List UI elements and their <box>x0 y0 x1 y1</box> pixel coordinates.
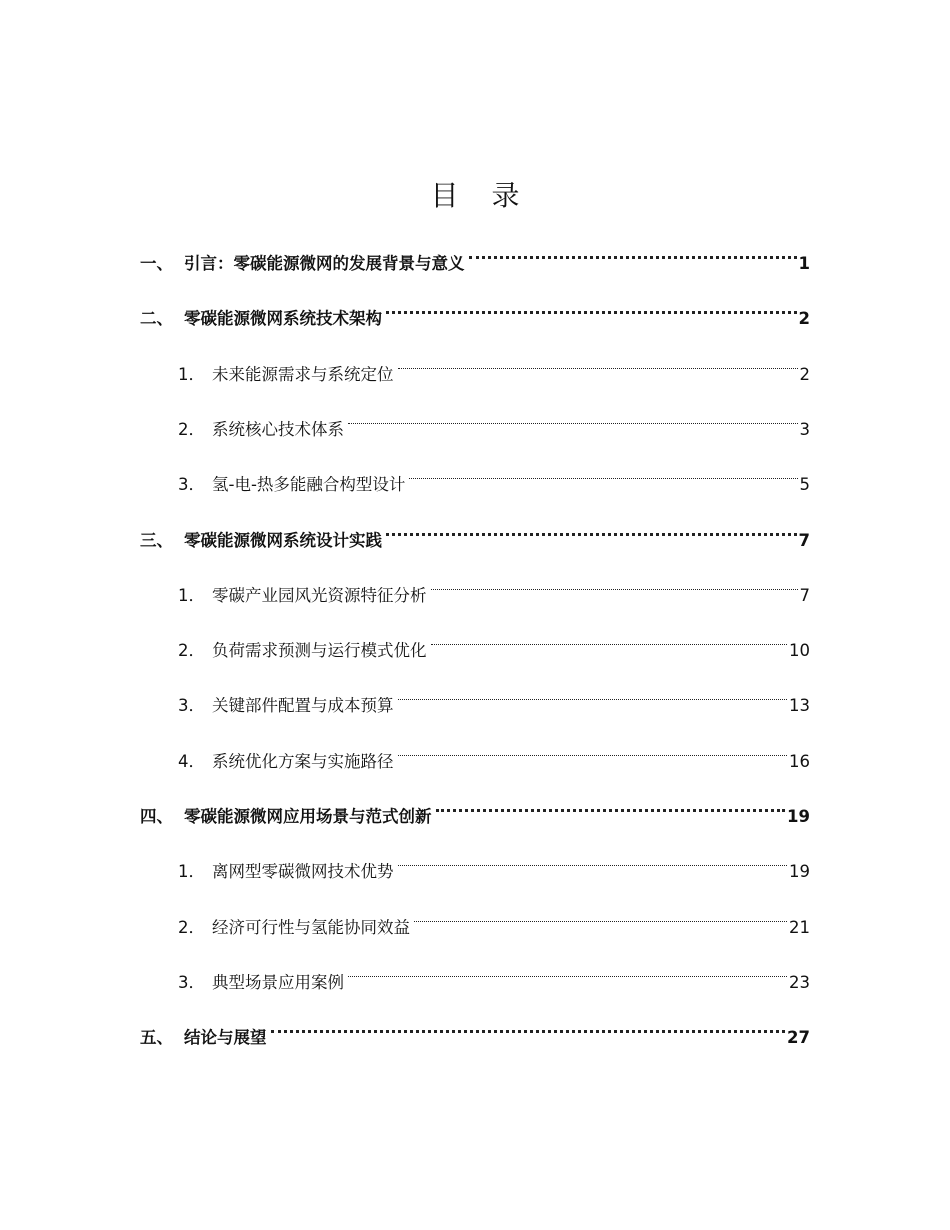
toc-entry-title: 零碳能源微网系统技术架构 <box>184 309 382 329</box>
toc-entry-title: 离网型零碳微网技术优势 <box>212 862 394 882</box>
toc-entry-number: 4． <box>178 751 205 771</box>
toc-entry-number: 1． <box>178 585 205 605</box>
toc-entry-title: 结论与展望 <box>184 1028 267 1048</box>
toc-entry-number: 2． <box>178 641 205 661</box>
toc-entry-page-number: 13 <box>789 696 810 716</box>
toc-entry[interactable] <box>140 677 810 716</box>
toc-entry[interactable] <box>140 512 810 550</box>
toc-entry[interactable] <box>140 456 810 495</box>
toc-entry-title: 零碳能源微网系统设计实践 <box>184 530 382 550</box>
toc-entry-page-number: 2 <box>799 364 810 384</box>
toc-entry[interactable] <box>140 843 810 882</box>
toc-entry[interactable] <box>140 1009 810 1048</box>
toc-entry-page-number: 7 <box>799 585 810 605</box>
toc-dot-leader <box>398 843 788 877</box>
toc-entry-number: 3． <box>178 696 205 716</box>
toc-entry-page-number: 19 <box>787 807 810 826</box>
toc-entry-title: 引言：零碳能源微网的发展背景与意义 <box>184 254 465 273</box>
toc-entry[interactable] <box>140 401 810 439</box>
toc-entry-title: 氢-电-热多能融合构型设计 <box>212 475 406 495</box>
toc-entry-title: 负荷需求预测与运行模式优化 <box>212 641 427 661</box>
toc-dot-leader <box>469 235 797 269</box>
toc-dot-leader <box>386 290 797 324</box>
toc-entry-number: 3． <box>178 475 205 495</box>
toc-entry-title: 典型场景应用案例 <box>212 972 344 992</box>
toc-entry[interactable] <box>140 567 810 605</box>
toc-dot-leader <box>398 733 788 767</box>
toc-entry-title: 经济可行性与氢能协同效益 <box>212 917 410 937</box>
toc-entry-number: 3． <box>178 972 205 992</box>
toc-dot-leader <box>271 1009 786 1043</box>
toc-entry[interactable] <box>140 788 810 826</box>
toc-entry[interactable] <box>140 235 810 273</box>
toc-entry-title: 关键部件配置与成本预算 <box>212 696 394 716</box>
toc-entry-title: 零碳产业园风光资源特征分析 <box>212 585 427 605</box>
toc-dot-leader <box>398 346 798 380</box>
toc-dot-leader <box>398 677 788 711</box>
toc-entry-page-number: 21 <box>789 917 810 937</box>
toc-entry[interactable] <box>140 622 810 661</box>
toc-entry-number: 2． <box>178 419 205 439</box>
toc-entry[interactable] <box>140 346 810 384</box>
toc-entry-page-number: 19 <box>789 862 810 882</box>
toc-dot-leader <box>431 622 788 656</box>
toc-entry-title: 未来能源需求与系统定位 <box>212 364 394 384</box>
toc-dot-leader <box>348 954 787 988</box>
toc-entry-number: 二、 <box>140 309 173 329</box>
toc-dot-leader <box>431 567 798 601</box>
toc-entry-page-number: 1 <box>798 254 810 273</box>
toc-entry-number: 一、 <box>140 254 173 273</box>
toc-entry[interactable] <box>140 290 810 329</box>
toc-entry-page-number: 5 <box>799 475 810 495</box>
toc-entry-page-number: 23 <box>789 972 810 992</box>
toc-entry-title: 零碳能源微网应用场景与范式创新 <box>184 807 432 826</box>
toc-entry-number: 四、 <box>140 807 173 826</box>
toc-dot-leader <box>409 456 797 490</box>
toc-dot-leader <box>348 401 798 435</box>
page-title: 目 录 <box>430 179 532 212</box>
toc-entry-number: 2． <box>178 917 205 937</box>
toc-entry-page-number: 2 <box>798 309 810 329</box>
toc-entry-title: 系统优化方案与实施路径 <box>212 751 394 771</box>
toc-entry-page-number: 27 <box>787 1028 810 1048</box>
toc-entry[interactable] <box>140 733 810 771</box>
toc-entry-number: 五、 <box>140 1028 173 1048</box>
toc-entry-page-number: 3 <box>799 419 810 439</box>
toc-entry-title: 系统核心技术体系 <box>212 419 344 439</box>
toc-dot-leader <box>436 788 786 822</box>
toc-dot-leader <box>386 512 797 546</box>
toc-entry-page-number: 10 <box>789 641 810 661</box>
toc-entry[interactable] <box>140 954 810 992</box>
toc-entry-number: 三、 <box>140 530 173 550</box>
toc-entry-page-number: 16 <box>789 751 810 771</box>
toc-entry[interactable] <box>140 899 810 937</box>
toc-entry-number: 1． <box>178 862 205 882</box>
toc-entry-number: 1． <box>178 364 205 384</box>
toc-entry-page-number: 7 <box>798 530 810 550</box>
toc-dot-leader <box>414 899 787 933</box>
